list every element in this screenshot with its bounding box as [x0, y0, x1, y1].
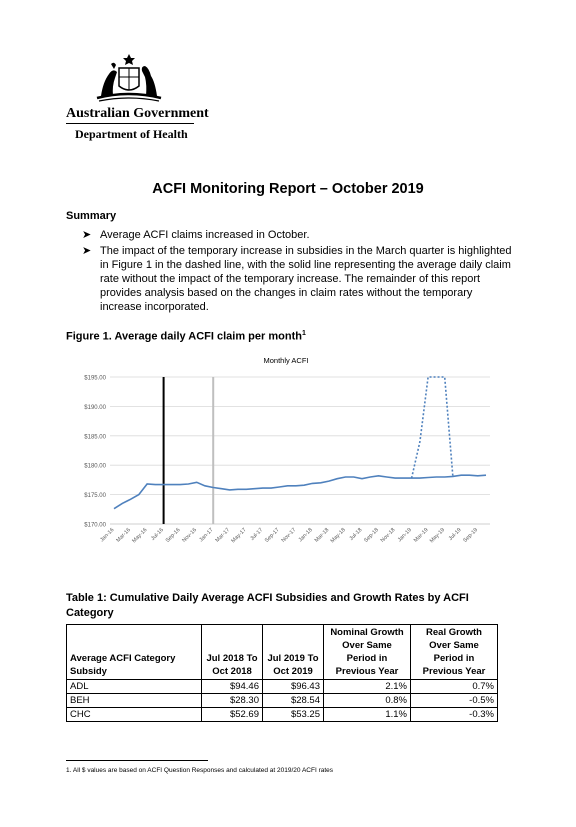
y-tick-label: $175.00: [84, 493, 106, 500]
x-tick-label: Mar-18: [313, 527, 331, 544]
figure-caption: [66, 330, 306, 343]
x-tick-label: Jan-18: [297, 527, 314, 544]
table-row: [67, 694, 498, 708]
col-header-2019: [263, 625, 324, 680]
x-tick-label: Jul-19: [447, 527, 463, 543]
col-header-2018: [202, 625, 263, 680]
x-tick-label: Sep-16: [164, 527, 182, 544]
header-divider: [66, 123, 194, 124]
cell-value: $53.25: [263, 708, 324, 722]
government-name: Australian Government: [66, 106, 209, 121]
x-tick-label: Jan-16: [99, 527, 116, 544]
x-tick-label: Jul-17: [249, 527, 265, 543]
x-tick-label: Jul-16: [150, 527, 166, 543]
temporary-increase-line: [412, 377, 453, 478]
cell-value: 0.7%: [411, 680, 498, 694]
x-tick-label: May-16: [131, 527, 149, 545]
cell-value: $96.43: [263, 680, 324, 694]
header-line: Average ACFI Category: [70, 653, 176, 664]
header-line: Over Same: [342, 640, 392, 651]
cell-category: BEH: [67, 694, 202, 708]
table-caption: Table 1: Cumulative Daily Average ACFI Subsidies and Growth Rates by ACFI Category: [66, 592, 469, 619]
footnote: 1. All $ values are based on ACFI Question Responses and calculated at 2019/20 ACFI rates: [66, 767, 334, 774]
cell-category: CHC: [67, 708, 202, 722]
y-tick-label: $180.00: [84, 463, 106, 470]
x-tick-label: Nov-18: [379, 527, 397, 544]
x-tick-label: May-17: [230, 527, 248, 545]
x-tick-label: Sep-17: [263, 527, 281, 544]
x-tick-label: Mar-19: [412, 527, 430, 544]
x-tick-label: Mar-16: [115, 527, 132, 544]
chart-title: Monthly ACFI: [263, 356, 309, 365]
table-row: [67, 708, 498, 722]
monthly-acfi-chart: [66, 350, 506, 556]
header-line: Real Growth: [426, 627, 482, 638]
summary-bullet-text: The impact of the temporary increase in subsidies in the March quarter is highlighted in Figure 1 in the dashed line, with the solid line representing the average daily claim rate without the impact of the temporary increase. The remainder of this report provides analysis based on the changes in claim rates without the temporary increase incorporated.: [100, 245, 512, 313]
table-row: [67, 680, 498, 694]
x-tick-label: Sep-18: [363, 527, 380, 544]
cell-value: 1.1%: [324, 708, 411, 722]
header-line: Over Same: [429, 640, 479, 651]
coat-of-arms-icon: [93, 52, 165, 104]
header-line: Jul 2019 To: [267, 653, 319, 664]
header-line: Period in: [433, 653, 475, 664]
cell-value: $28.54: [263, 694, 324, 708]
header-line: Subsidy: [70, 666, 107, 677]
summary-bullet: [82, 228, 512, 242]
summary-list: [82, 228, 512, 316]
cell-category: ADL: [67, 680, 202, 694]
x-tick-label: Jan-19: [396, 527, 414, 544]
header-line: Oct 2018: [212, 666, 252, 677]
x-tick-label: Mar-17: [214, 527, 232, 544]
x-tick-label: Jul-18: [348, 527, 364, 543]
cell-value: -0.3%: [411, 708, 498, 722]
col-header-real-growth: [411, 625, 498, 680]
x-tick-label: May-18: [329, 527, 347, 545]
x-tick-label: Nov-16: [181, 527, 199, 544]
arrow-bullet-icon: ➤: [82, 245, 92, 257]
arrow-bullet-icon: ➤: [82, 229, 92, 241]
y-tick-label: $190.00: [84, 404, 106, 411]
x-tick-label: Jan-17: [198, 527, 215, 544]
cell-value: 2.1%: [324, 680, 411, 694]
summary-bullet-text: Average ACFI claims increased in October.: [100, 229, 310, 241]
page-title: ACFI Monitoring Report – October 2019: [152, 181, 424, 197]
cell-value: $94.46: [202, 680, 263, 694]
figure-caption-text: Figure 1. Average daily ACFI claim per month: [66, 330, 302, 343]
col-header-nominal-growth: [324, 625, 411, 680]
footnote-marker: 1: [301, 330, 306, 337]
header-line: Oct 2019: [273, 666, 313, 677]
cell-value: $52.69: [202, 708, 263, 722]
x-tick-label: Sep-19: [462, 527, 480, 544]
x-tick-label: Nov-17: [280, 527, 298, 544]
cell-value: $28.30: [202, 694, 263, 708]
y-tick-label: $170.00: [84, 522, 106, 529]
footnote-divider: [66, 760, 208, 761]
cell-value: 0.8%: [324, 694, 411, 708]
table-header-row: [67, 625, 498, 680]
header-line: Nominal Growth: [330, 627, 404, 638]
col-header-category: [67, 625, 202, 680]
y-tick-label: $185.00: [84, 434, 106, 441]
y-tick-label: $195.00: [84, 375, 106, 382]
average-claim-line: [114, 475, 486, 509]
header-line: Previous Year: [335, 666, 399, 677]
subsidy-table: [66, 624, 498, 722]
header-line: Period in: [346, 653, 388, 664]
department-name: Department of Health: [75, 127, 188, 141]
cell-value: -0.5%: [411, 694, 498, 708]
x-tick-label: May-19: [428, 527, 447, 545]
summary-heading: Summary: [66, 210, 117, 222]
header-line: Previous Year: [422, 666, 486, 677]
header-line: Jul 2018 To: [206, 653, 258, 664]
summary-bullet: [82, 244, 512, 314]
